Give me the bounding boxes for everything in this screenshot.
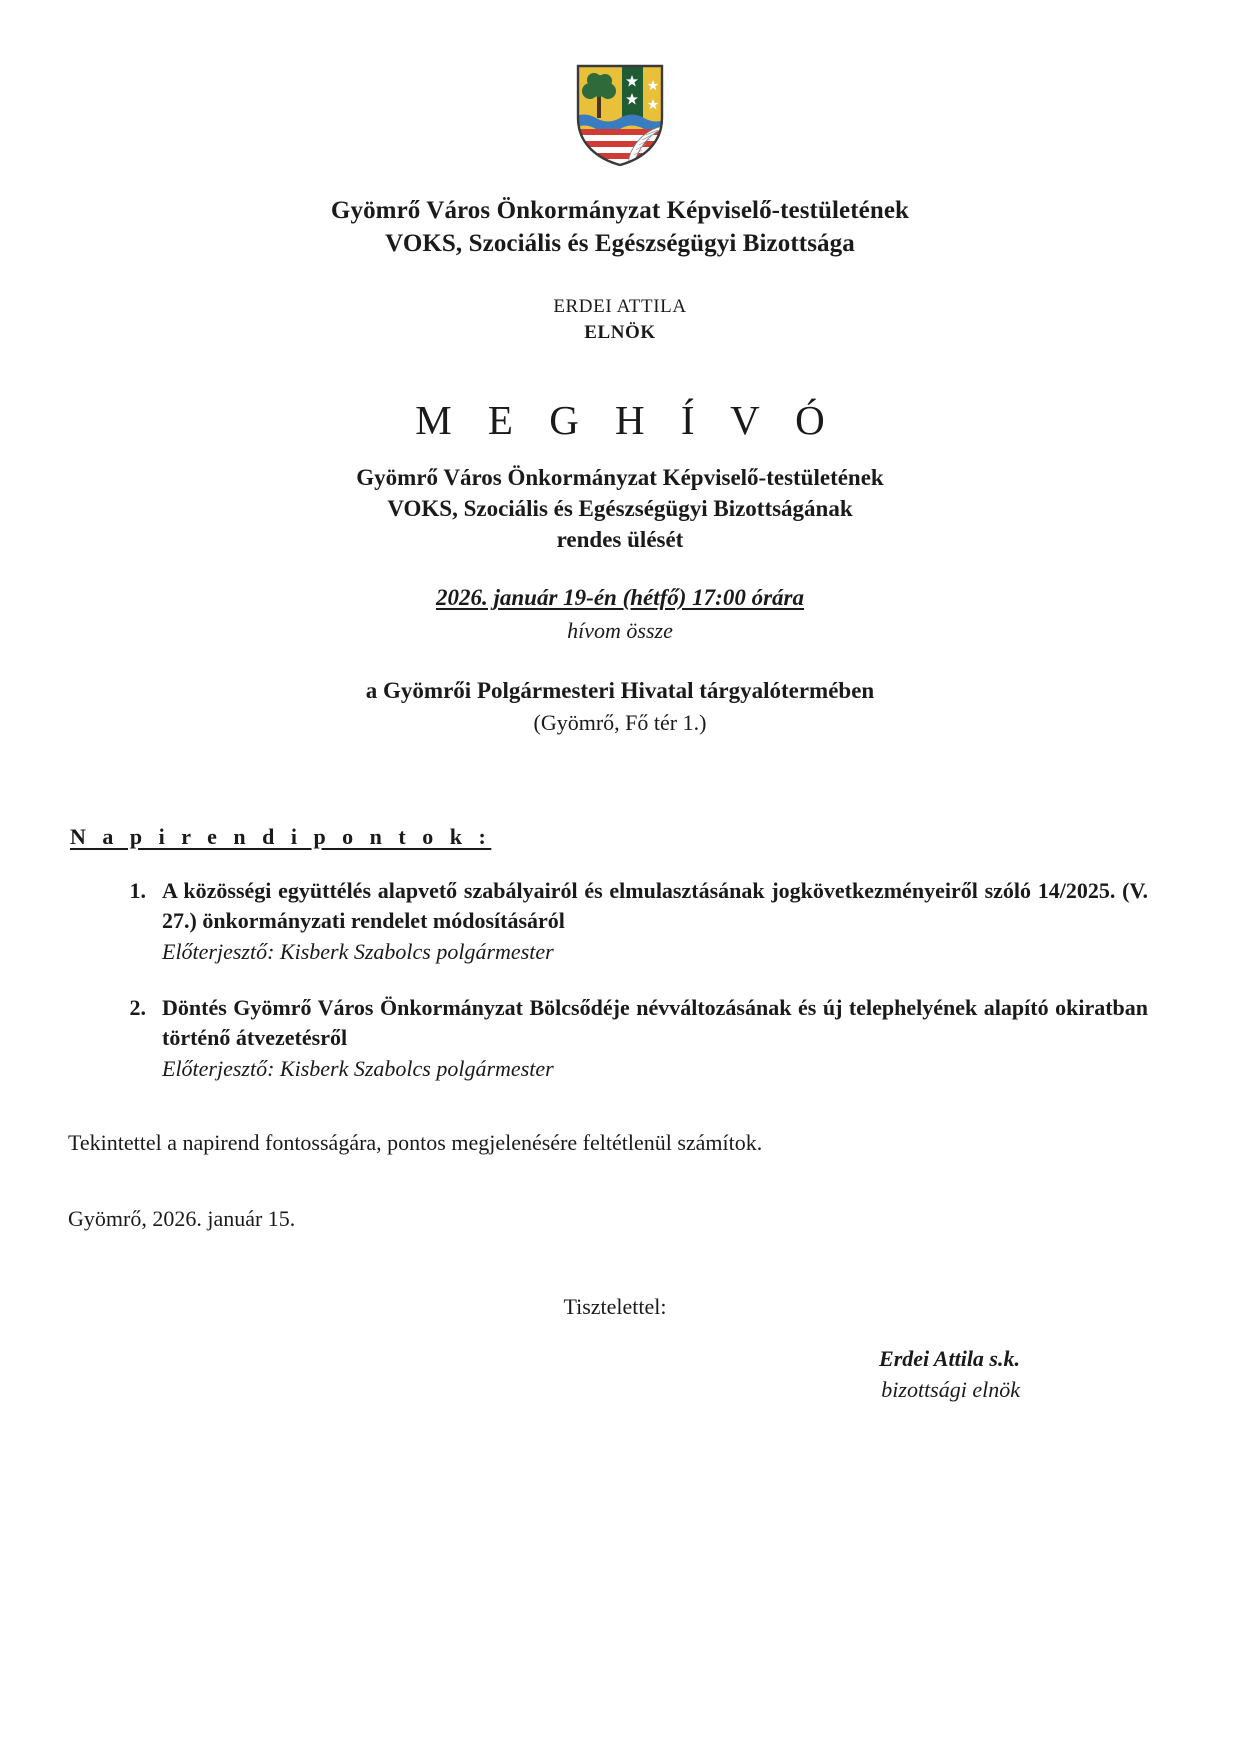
agenda-heading bbox=[70, 824, 1172, 850]
agenda-item bbox=[68, 876, 1172, 967]
subject-line-2: VOKS, Szociális és Egészségügyi Bizottságának bbox=[387, 496, 853, 521]
subject-line-3: rendes ülését bbox=[556, 527, 684, 552]
agenda-heading-text: N a p i r e n d i p o n t o k : bbox=[70, 824, 492, 849]
signature-block bbox=[68, 1344, 1172, 1405]
signature-name: Erdei Attila s.k. bbox=[879, 1346, 1020, 1371]
agenda-item-presenter: Előterjesztő: Kisberk Szabolcs polgármester bbox=[162, 939, 554, 964]
chair-name: ERDEI ATTILA bbox=[553, 296, 687, 317]
document-header bbox=[68, 194, 1172, 260]
signature-role: bizottsági elnök bbox=[881, 1377, 1020, 1402]
crest-container bbox=[68, 62, 1172, 168]
agenda-item-number: 2. bbox=[129, 995, 146, 1020]
chair-role: ELNÖK bbox=[584, 322, 656, 343]
org-line-1: Gyömrő Város Önkormányzat Képviselő-testületének bbox=[330, 197, 910, 224]
meeting-location-block bbox=[68, 676, 1172, 738]
meeting-datetime: 2026. január 19-én (hétfő) 17:00 órára bbox=[435, 585, 804, 610]
agenda-item bbox=[68, 993, 1172, 1084]
meeting-location: a Gyömrői Polgármesteri Hivatal tárgyalótermében bbox=[365, 678, 875, 703]
meeting-address: (Gyömrő, Fő tér 1.) bbox=[533, 710, 707, 735]
regards-line: Tisztelettel: bbox=[563, 1294, 667, 1319]
meeting-convene-verb: hívom össze bbox=[567, 618, 673, 643]
closing-note: Tekintettel a napirend fontosságára, pontos megjelenésére feltétlenül számítok. bbox=[68, 1130, 763, 1155]
agenda-item-number: 1. bbox=[129, 878, 146, 903]
subject-block bbox=[68, 462, 1172, 555]
org-line-2: VOKS, Szociális és Egészségügyi Bizottsága bbox=[385, 230, 855, 257]
gyomro-coat-of-arms-icon bbox=[572, 62, 668, 168]
agenda-item-body bbox=[162, 993, 1172, 1084]
agenda-item-presenter: Előterjesztő: Kisberk Szabolcs polgármester bbox=[162, 1056, 554, 1081]
agenda-item-body bbox=[162, 876, 1172, 967]
agenda-item-text: Döntés Gyömrő Város Önkormányzat Bölcsődéje névváltozásának és új telephelyének alapító okiratban történő átvezetésről bbox=[162, 995, 1148, 1050]
place-and-date: Gyömrő, 2026. január 15. bbox=[68, 1206, 296, 1231]
agenda-list bbox=[68, 876, 1172, 1084]
chair-block bbox=[68, 294, 1172, 346]
agenda-item-text: A közösségi együttélés alapvető szabályairól és elmulasztásának jogkövetkezményeiről szóló 14/2025. (V. 27.) önkormányzati rendelet módosításáról bbox=[162, 878, 1148, 933]
page-title: M E G H Í V Ó bbox=[415, 397, 838, 443]
meeting-time-block bbox=[68, 583, 1172, 646]
subject-line-1: Gyömrő Város Önkormányzat Képviselő-testületének bbox=[356, 465, 884, 490]
